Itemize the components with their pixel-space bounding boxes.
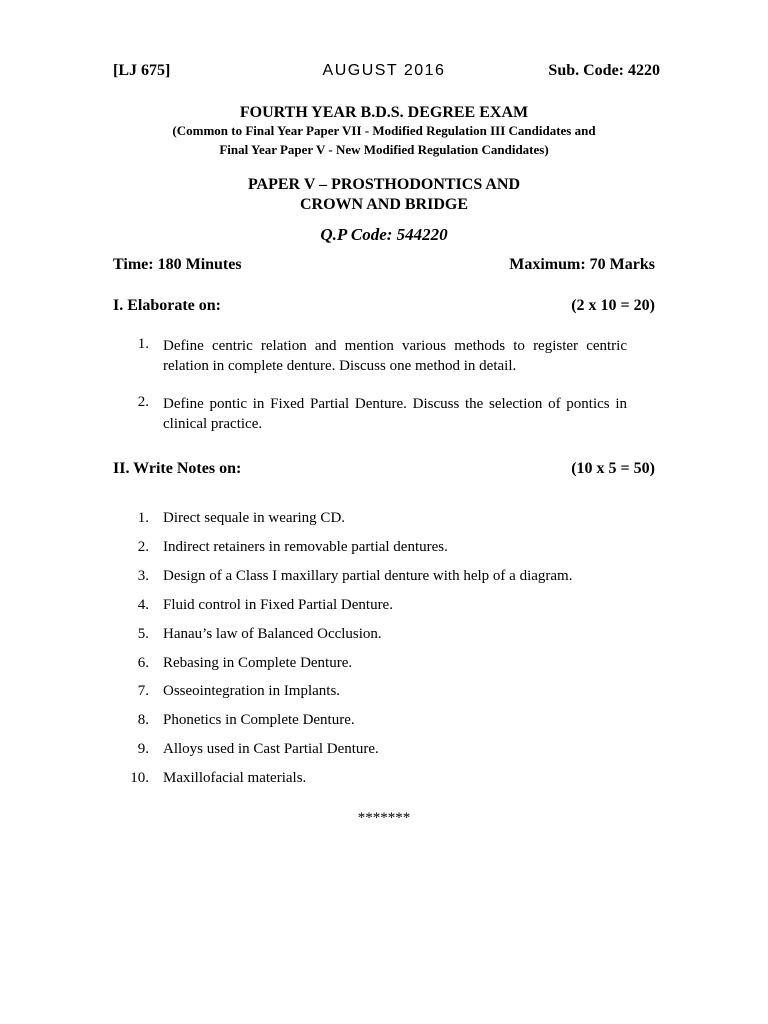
qp-code-label: Q.P Code [320, 225, 387, 244]
section1-q2-text: Define pontic in Fixed Partial Denture. Discuss the selection of pontics in clinical practice. [163, 396, 627, 432]
section2-marks: (10 x 5 = 50) [571, 460, 655, 477]
max-marks: Maximum: 70 Marks [509, 256, 655, 273]
exam-month-year: AUGUST 2016 [322, 62, 446, 79]
section2-q1-text: Direct sequale in wearing CD. [163, 510, 346, 526]
section2-q3-number: 3. [137, 568, 149, 584]
section2-q9-number: 9. [137, 741, 149, 757]
section2-q10-number: 10. [130, 770, 149, 786]
section1-q1-number: 1. [137, 336, 149, 352]
section2-q5-text: Hanau’s law of Balanced Occlusion. [163, 626, 382, 642]
subject-code: Sub. Code: 4220 [548, 62, 660, 79]
section2-q2-number: 2. [137, 539, 149, 555]
section2-q4-text: Fluid control in Fixed Partial Denture. [163, 597, 393, 613]
qp-code [0, 225, 768, 245]
exam-title: FOURTH YEAR B.D.S. DEGREE EXAM [239, 104, 529, 121]
end-marker: ******* [357, 810, 411, 826]
exam-code: [LJ 675] [113, 62, 171, 79]
section1-marks: (2 x 10 = 20) [571, 297, 655, 314]
section2-q8-text: Phonetics in Complete Denture. [163, 712, 355, 728]
section2-q1-number: 1. [137, 510, 149, 526]
section2-q9-text: Alloys used in Cast Partial Denture. [163, 741, 379, 757]
section2-q3-text: Design of a Class I maxillary partial denture with help of a diagram. [163, 568, 573, 584]
section2-q6-number: 6. [137, 655, 149, 671]
section2-q10-text: Maxillofacial materials. [163, 770, 307, 786]
common-note-line2: Final Year Paper V - New Modified Regulation Candidates) [219, 142, 549, 157]
section2-q8-number: 8. [137, 712, 149, 728]
exam-time: Time: 180 Minutes [113, 256, 242, 273]
paper-title-line2: CROWN AND BRIDGE [299, 196, 468, 213]
section2-q4-number: 4. [137, 597, 149, 613]
section2-q7-text: Osseointegration in Implants. [163, 683, 341, 699]
section2-q5-number: 5. [137, 626, 149, 642]
common-note-line1: (Common to Final Year Paper VII - Modified Regulation III Candidates and [172, 123, 596, 138]
qp-code-value: : 544220 [386, 225, 448, 244]
section1-heading: I. Elaborate on: [113, 297, 221, 314]
section2-q2-text: Indirect retainers in removable partial dentures. [163, 539, 448, 555]
section1-q1-text: Define centric relation and mention various methods to register centric relation in complete denture. Discuss one method in detail. [163, 338, 627, 374]
section1-q2-number: 2. [137, 394, 149, 410]
paper-title-line1: PAPER V – PROSTHODONTICS AND [247, 176, 521, 193]
section2-heading: II. Write Notes on: [113, 460, 242, 477]
section2-q6-text: Rebasing in Complete Denture. [163, 655, 353, 671]
section2-q7-number: 7. [137, 683, 149, 699]
